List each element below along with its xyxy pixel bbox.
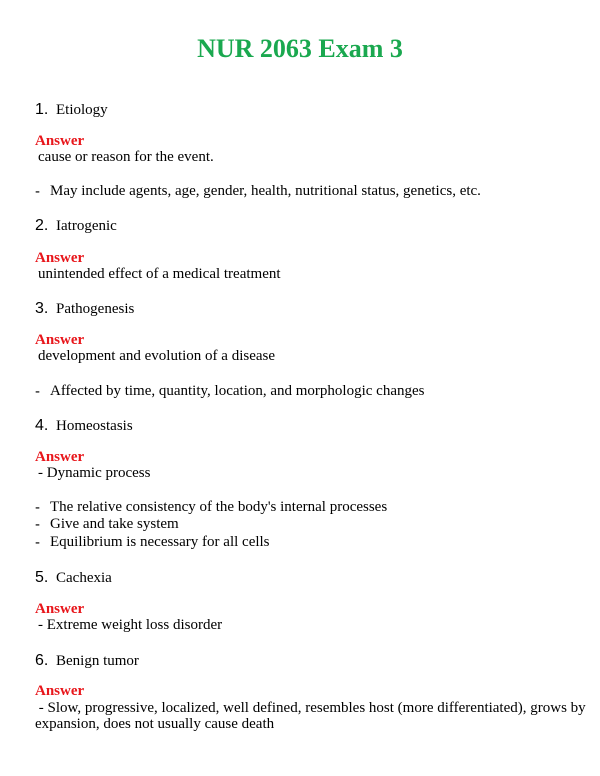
answer-label: Answer xyxy=(35,683,85,699)
question-number: 6. xyxy=(35,652,49,669)
bullet-text: Affected by time, quantity, location, and morphologic changes xyxy=(50,383,425,399)
question-term: Homeostasis xyxy=(56,418,133,434)
bullet-marker: - xyxy=(35,516,40,533)
bullet-marker: - xyxy=(35,383,40,400)
question-term: Cachexia xyxy=(56,570,112,586)
question-number: 2. xyxy=(35,217,49,234)
answer-text: cause or reason for the event. xyxy=(38,149,214,165)
bullet-marker: - xyxy=(35,183,40,200)
question-term: Etiology xyxy=(56,102,108,118)
answer-text: - Extreme weight loss disorder xyxy=(38,617,223,633)
answer-label: Answer xyxy=(35,601,85,617)
question-number: 4. xyxy=(35,417,49,434)
answer-text: - Dynamic process xyxy=(38,465,151,481)
question-term: Benign tumor xyxy=(56,653,139,669)
question-number: 1. xyxy=(35,101,49,118)
document-title: NUR 2063 Exam 3 xyxy=(197,34,403,63)
answer-text: development and evolution of a disease xyxy=(38,348,276,364)
answer-text: unintended effect of a medical treatment xyxy=(38,266,281,282)
bullet-text: Equilibrium is necessary for all cells xyxy=(50,534,270,550)
bullet-marker: - xyxy=(35,499,40,516)
answer-label: Answer xyxy=(35,250,85,266)
bullet-marker: - xyxy=(35,534,40,551)
question-number: 3. xyxy=(35,300,49,317)
question-number: 5. xyxy=(35,569,49,586)
question-term: Iatrogenic xyxy=(56,218,117,234)
answer-label: Answer xyxy=(35,332,85,348)
bullet-text: Give and take system xyxy=(50,516,179,532)
answer-text-line-1: - Slow, progressive, localized, well defined, resembles host (more differentiated), grows by xyxy=(35,700,586,716)
bullet-text: The relative consistency of the body's internal processes xyxy=(50,499,388,515)
answer-text-line-2: expansion, does not usually cause death xyxy=(35,716,275,732)
answer-label: Answer xyxy=(35,133,85,149)
answer-label: Answer xyxy=(35,449,85,465)
bullet-text: May include agents, age, gender, health, nutritional status, genetics, etc. xyxy=(50,183,481,199)
question-term: Pathogenesis xyxy=(56,301,135,317)
